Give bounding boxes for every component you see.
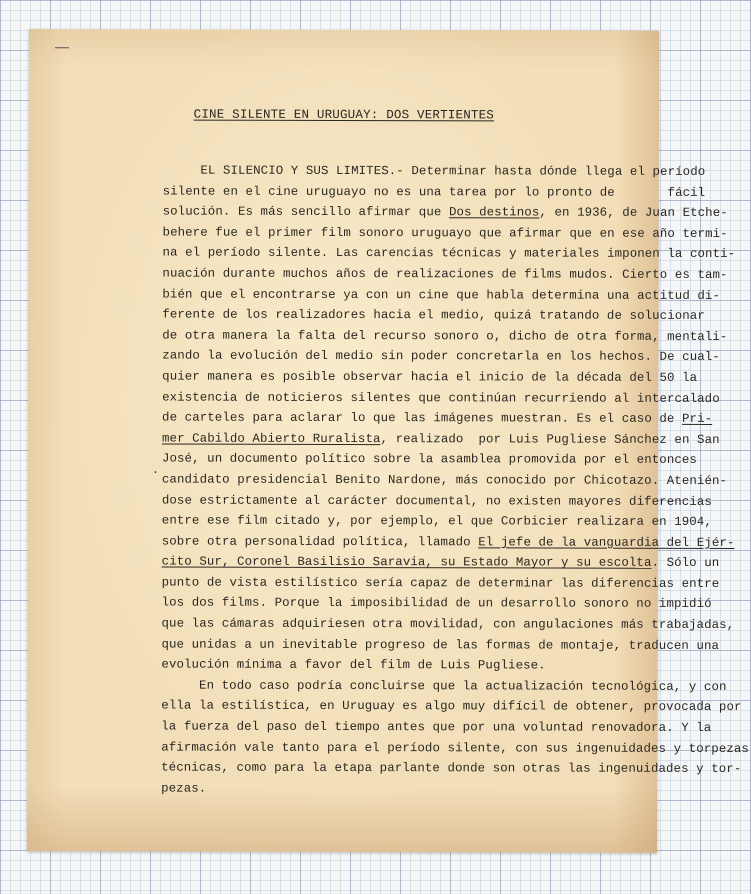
text-fragment: José, un documento político sobre la asamblea promovida por el entonces [161, 451, 698, 468]
text-fragment: afirmación vale tanto para el período silente, con sus ingenuidades y torpezas [161, 740, 749, 756]
text-fragment: . Sólo un [651, 556, 720, 571]
text-line [161, 717, 712, 739]
text-line [162, 222, 728, 244]
text-line [161, 655, 631, 677]
text-line [162, 202, 728, 224]
text-line [161, 778, 631, 800]
text-fragment: solución. Es más sencillo afirmar que [162, 204, 449, 220]
text-line [161, 696, 742, 718]
text-line [162, 346, 720, 368]
text-fragment: sobre otra personalidad política, llamado [161, 534, 479, 550]
text-line [162, 366, 698, 388]
text-line [161, 428, 720, 450]
text-line [162, 181, 706, 203]
text-fragment: evolución mínima a favor del film de Luis Pugliese. [161, 657, 546, 673]
text-fragment: de otra manera la falta del recurso sonoro o, dicho de otra forma, mentali- [162, 328, 728, 344]
text-line [161, 675, 727, 697]
text-line [161, 737, 749, 759]
text-fragment: nuación durante muchos años de realizaciones de films mudos. Cierto es tam- [162, 266, 728, 282]
text-line [161, 614, 735, 636]
text-line [162, 305, 705, 327]
text-fragment: que las cámaras adquiriesen otra movilidad, con angulaciones más trabajadas, [161, 616, 735, 633]
underlined-title: cito Sur, Coronel Basilisio Saravia, su Estado Mayor y su escolta [161, 554, 652, 571]
text-line [161, 758, 742, 780]
text-fragment: punto de vista estilístico sería capaz de determinar las diferencias entre [161, 575, 720, 591]
text-fragment: , en 1936, de Juan Etche- [539, 205, 728, 221]
text-fragment: bién que el encontrarse ya con un cine que habla determina una actitud di- [162, 287, 721, 303]
text-line [162, 284, 721, 306]
text-fragment: na el período silente. Las carencias técnicas y materiales imponen la conti- [162, 245, 736, 262]
text-fragment: de carteles para aclarar lo que las imágenes muestran. Es el caso de [162, 410, 683, 427]
text-fragment: , realizado por Luis Pugliese Sánchez en San [380, 431, 720, 447]
typewritten-page [27, 29, 749, 853]
margin-dot: · [151, 465, 160, 480]
text-fragment: los dos films. Porque la imposibilidad de un desarrollo sonoro no impidió [161, 595, 712, 612]
text-line [162, 325, 728, 347]
text-line [161, 552, 720, 574]
text-line [161, 531, 735, 553]
page-mark [55, 47, 69, 48]
text-line [162, 243, 736, 265]
underlined-title: Dos destinos [448, 205, 540, 220]
text-fragment: pezas. [161, 781, 207, 796]
text-line [161, 511, 712, 533]
text-line [161, 490, 712, 512]
text-fragment: entre ese film citado y, por ejemplo, el que Corbicier realizara en 1904, [161, 513, 712, 530]
text-fragment: ella la estilística, en Uruguay es algo muy difícil de obtener, provocada por [161, 698, 742, 715]
text-fragment: behere fue el primer film sonoro uruguayo que afirmar que en ese año termi- [162, 225, 728, 241]
text-line [162, 161, 706, 183]
text-line [161, 449, 698, 471]
underlined-title: mer Cabildo Abierto Ruralista [161, 431, 381, 446]
text-line [162, 263, 728, 285]
document-title: CINE SILENTE EN URUGUAY: DOS VERTIENTES [193, 107, 495, 123]
text-fragment: candidato presidencial Benito Nardone, más conocido por Chicotazo. Atenién- [161, 472, 728, 488]
text-line [161, 634, 720, 656]
text-line [162, 387, 720, 409]
underlined-title: Pri- [682, 412, 713, 427]
text-fragment: existencia de noticieros silentes que continúan recurriendo al intercalado [162, 390, 720, 406]
text-fragment: que unidas a un inevitable progreso de las formas de montaje, traducen una [161, 637, 720, 653]
text-fragment: En todo caso podría concluirse que la actualización tecnológica, y con [161, 678, 727, 694]
text-line [161, 572, 720, 594]
text-fragment: silente en el cine uruguayo no es una tarea por lo pronto de fácil [162, 184, 706, 200]
text-fragment: técnicas, como para la etapa parlante donde son otras las ingenuidades y tor- [161, 760, 742, 777]
text-fragment: EL SILENCIO Y SUS LIMITES.- Determinar hasta dónde llega el período [162, 163, 706, 179]
text-line [161, 593, 712, 615]
text-fragment: zando la evolución del medio sin poder concretarla en los hechos. De cual- [162, 348, 720, 365]
text-fragment: quier manera es posible observar hacia el inicio de la década del 50 la [162, 369, 698, 385]
text-line [162, 408, 713, 430]
underlined-title: El jefe de la vanguardia del Ejér- [478, 535, 735, 550]
text-fragment: dose estrictamente al carácter documental, no existen mayores diferencias [161, 493, 712, 509]
text-fragment: ferente de los realizadores hacia el medio, quizá tratando de solucionar [162, 307, 705, 324]
document-body [161, 161, 749, 801]
text-fragment: la fuerza del paso del tiempo antes que por una voluntad renovadora. Y la [161, 719, 712, 735]
text-line [161, 469, 728, 491]
